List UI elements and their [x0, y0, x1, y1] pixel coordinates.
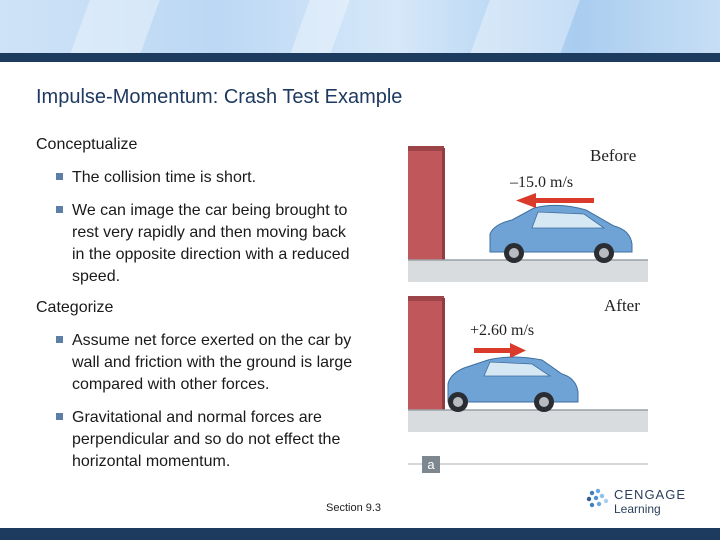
crash-test-figure: [408, 140, 648, 480]
heading-categorize: Categorize: [36, 299, 114, 316]
bullet-text: The collision time is short.: [72, 169, 257, 186]
banner-highlight: [290, 0, 350, 54]
header-banner: [0, 0, 720, 54]
bullet-text: Gravitational and normal forces are perpendicular and so do not effect the horizontal momentum.: [72, 409, 341, 470]
bullet-text: Assume net force exerted on the car by wall and friction with the ground is large compared with other forces.: [72, 332, 353, 393]
slide-title: Impulse-Momentum: Crash Test Example: [36, 86, 403, 108]
slide-body: [36, 134, 376, 473]
panel-label-badge: a: [422, 456, 440, 473]
cengage-mark-icon: [586, 487, 612, 517]
logo-text-cengage: CENGAGE: [614, 487, 687, 502]
before-velocity-label: –15.0 m/s: [510, 174, 574, 191]
heading-conceptualize: Conceptualize: [36, 136, 138, 153]
wall-before: [408, 148, 444, 260]
bullet-marker: [56, 336, 63, 343]
bullet-text: We can image the car being brought to rest very rapidly and then moving back in the opposite direction with a reduced speed.: [72, 202, 350, 285]
after-label: After: [604, 296, 640, 315]
banner-highlight: [70, 0, 160, 54]
bullet-marker: [56, 413, 63, 420]
bullet-marker: [56, 173, 63, 180]
ground-before: [408, 260, 648, 282]
car-after: [448, 357, 578, 412]
header-bar: [0, 53, 720, 62]
bullet-item: [36, 330, 356, 396]
footer-section-number: Section 9.3: [326, 502, 382, 514]
bullet-item: [36, 407, 366, 473]
after-velocity-label: +2.60 m/s: [470, 322, 535, 339]
logo-text-learning: Learning: [614, 502, 661, 516]
wall-after: [408, 298, 444, 410]
publisher-logo: [584, 484, 694, 520]
ground-after: [408, 410, 648, 432]
footer-bar: [0, 528, 720, 540]
bullet-marker: [56, 206, 63, 213]
before-label: Before: [590, 146, 637, 165]
bullet-item: [36, 200, 356, 288]
arrow-after: [474, 343, 526, 358]
banner-highlight: [470, 0, 580, 54]
car-before: [490, 205, 632, 263]
bullet-item: [36, 167, 376, 189]
